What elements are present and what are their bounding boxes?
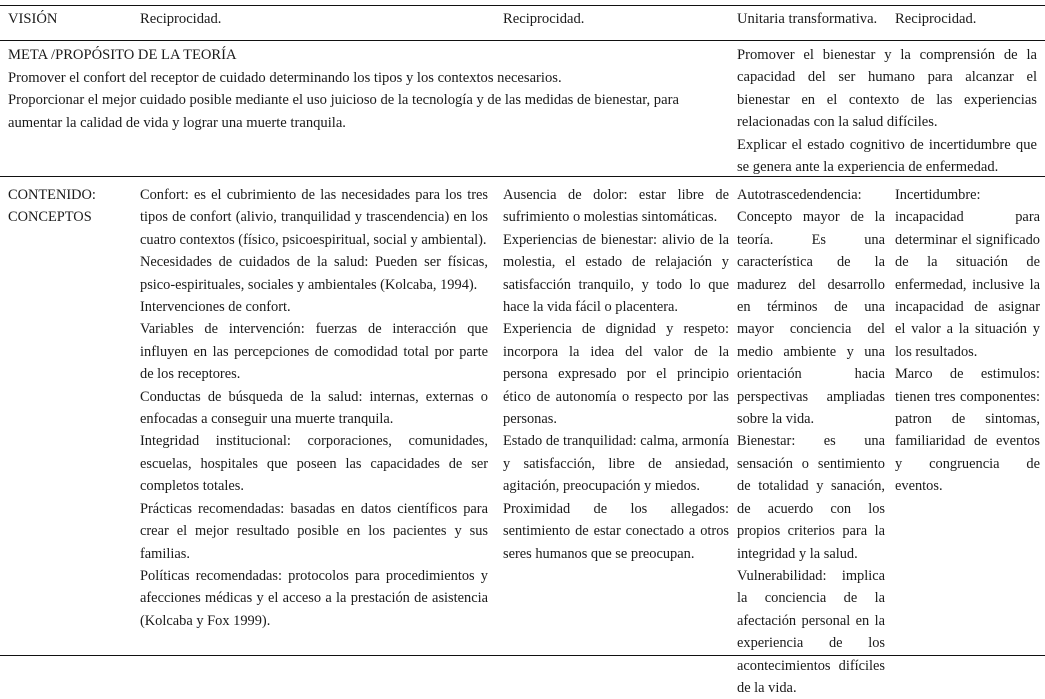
- content-paragraph: Marco de estimulos: tienen tres componentes: patron de sintomas, familiaridad de eventos y congruencia de eventos.: [895, 366, 1040, 495]
- content-paragraph: Confort: es el cubrimiento de las necesidades para los tres tipos de confort (alivio, tranquilidad y trascendencia) en los cuatro contextos (físico, psicoespiritual, social y ambiental).: [140, 187, 488, 248]
- content-label-line-1: CONTENIDO:: [8, 187, 96, 203]
- content-paragraph: Autotrascedendencia: Concepto mayor de la teoría. Es una característica de la madurez del desarrollo en términos de una mayor conciencia del medio ambiente y una orientación hacia perspectivas ampliadas sobre la vida.: [737, 187, 885, 428]
- content-paragraph: Ausencia de dolor: estar libre de sufrimiento o molestias sintomáticas.: [503, 187, 729, 226]
- header-cell-unitaria: Unitaria transformativa.: [737, 11, 878, 27]
- content-cell-autotrascendencia: [737, 184, 885, 699]
- content-paragraph: Intervenciones de confort.: [140, 299, 291, 316]
- content-paragraph: Bienestar: es una sensación o sentimiento de totalidad y sanación, de acuerdo con los propios criterios para la integridad y la salud.: [737, 433, 885, 562]
- meta-line-1: Promover el confort del receptor de cuidado determinando los tipos y los contextos necesarios.: [8, 69, 562, 86]
- table-header-rule: [0, 40, 1045, 41]
- content-label-line-2: CONCEPTOS: [8, 209, 92, 226]
- meta-line-2: Proporcionar el mejor cuidado posible mediante el uso juicioso de la tecnología y de las medidas de bienestar, para aumentar la calidad de vida y lograr una muerte tranquila.: [8, 92, 679, 131]
- content-row-label: [8, 184, 133, 229]
- content-cell-incertidumbre: [895, 184, 1040, 498]
- content-paragraph: Incertidumbre: incapacidad para determinar el significado de la situación de enfermedad, inclusive la incapacidad de asignar el valor a la situación y los resultados.: [895, 187, 1040, 360]
- meta-right-paragraph-1: Promover el bienestar y la comprensión de la capacidad del ser humano para alcanzar el bienestar en el contexto de las experiencias relacionadas con la salud difíciles.: [737, 47, 1037, 131]
- content-paragraph: Vulnerabilidad: implica la conciencia de la afectación personal en la experiencia de los acontecimientos difíciles de la vida.: [737, 567, 885, 696]
- content-paragraph: Prácticas recomendadas: basadas en datos científicos para crear el mejor resultado posible en los pacientes y sus familias.: [140, 500, 488, 562]
- table-top-rule: [0, 5, 1045, 6]
- content-paragraph: Variables de intervención: fuerzas de interacción que influyen en las percepciones de comodidad total por parte de los receptores.: [140, 321, 488, 383]
- table-meta-row: [0, 44, 1045, 174]
- content-paragraph: Integridad institucional: corporaciones, comunidades, escuelas, hospitales que poseen las capacidades de ser completos totales.: [140, 433, 488, 495]
- content-paragraph: Conductas de búsqueda de la salud: internas, externas o enfocadas a conseguir una muerte tranquila.: [140, 388, 488, 428]
- header-cell-incertidumbre: Reciprocidad.: [895, 11, 977, 27]
- meta-title: META /PROPÓSITO DE LA TEORÍA: [8, 47, 237, 63]
- meta-right-block: [737, 44, 1037, 178]
- table-bottom-rule: [0, 655, 1045, 656]
- table-header-row: [0, 9, 1045, 37]
- header-cell-confort: Reciprocidad.: [140, 11, 222, 27]
- meta-left-block: [8, 44, 726, 134]
- content-cell-ausencia: [503, 184, 729, 565]
- content-paragraph: Experiencia de dignidad y respeto: incorpora la idea del valor de la persona expresado por el principio ético de autonomía o respecto por las personas.: [503, 321, 729, 428]
- header-cell-vision: VISIÓN: [8, 11, 58, 27]
- content-cell-confort: [140, 184, 488, 632]
- content-paragraph: Políticas recomendadas: protocolos para procedimientos y afecciones médicas y el acceso a la prestación de asistencia (Kolcaba y Fox 1999).: [140, 567, 488, 629]
- content-paragraph: Necesidades de cuidados de la salud: Pueden ser físicas, psico-espirituales, sociales y ambientales (Kolcaba, 1994).: [140, 254, 488, 293]
- meta-right-paragraph-2: Explicar el estado cognitivo de incertidumbre que se genera ante la experiencia de enfermedad.: [737, 136, 1037, 176]
- content-paragraph: Experiencias de bienestar: alivio de la molestia, el estado de relajación y satisfacción tranquilo, y todo lo que hace la vida fácil o placentera.: [503, 231, 729, 316]
- content-paragraph: Estado de tranquilidad: calma, armonía y satisfacción, libre de ansiedad, agitación, preocupación y miedos.: [503, 433, 729, 495]
- content-paragraph: Proximidad de los allegados: sentimiento de estar conectado a otros seres humanos que se preocupan.: [503, 500, 729, 562]
- header-cell-ausencia: Reciprocidad.: [503, 11, 585, 27]
